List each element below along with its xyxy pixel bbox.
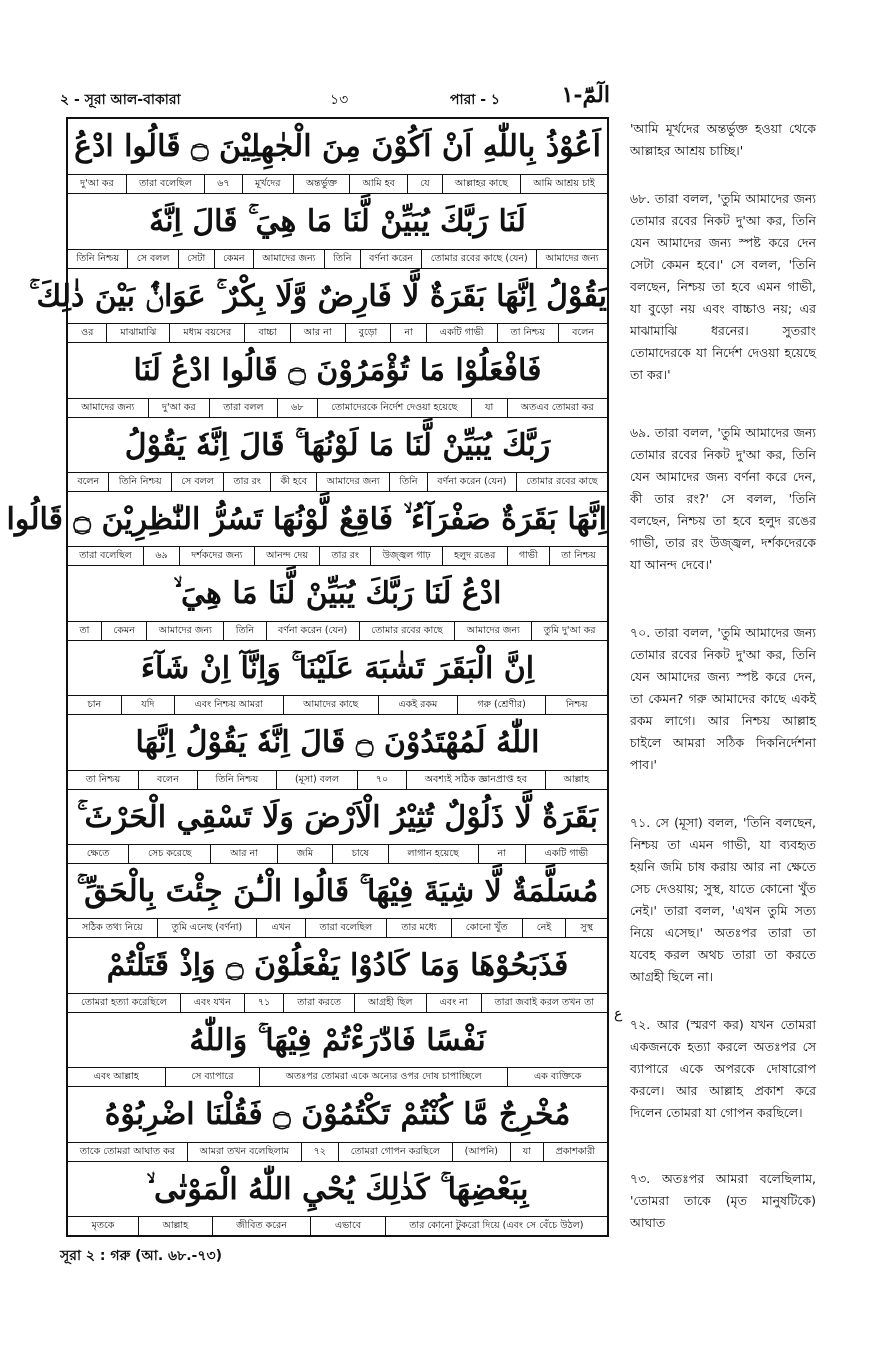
word-translation-cell: এভাবে (310, 1217, 384, 1235)
word-translation-cell: তার রং (319, 547, 370, 565)
arabic-text: نَفْسًا فَادّٰرَءْتُمْ فِيْهَا ۚ وَاللّٰهُ (189, 1022, 486, 1058)
word-translation-cell: বলেন (558, 324, 607, 342)
word-translation-cell: দর্শকদের জন্য (179, 547, 254, 565)
word-translation-row (68, 844, 607, 863)
ruku-mark: ع (614, 1006, 623, 1022)
verse-row (68, 565, 607, 639)
word-translation-row (68, 472, 607, 491)
word-translation-cell: ৭২ (301, 1143, 338, 1161)
word-translation-row (68, 770, 607, 789)
arabic-text: اَعُوْذُ بِاللّٰهِ اَنْ اَكُوْنَ مِنَ الْجٰهِلِيْنَ ۝ قَالُوا ادْعُ (74, 129, 601, 164)
word-translation-row (68, 323, 607, 342)
word-by-word-grid (6, 117, 609, 1237)
word-translation-cell: তারা জবাই করল তখন তা (481, 994, 607, 1012)
word-translation-cell: হলুদ রঙের (442, 547, 507, 565)
word-translation-cell: অন্তর্ভুক্ত (293, 175, 350, 193)
word-translation-cell: মূর্খদের (242, 175, 293, 193)
word-translation-cell: ৬৮ (277, 399, 317, 417)
word-translation-cell: ৭০ (357, 771, 406, 789)
word-translation-cell: আমাদের জন্য (81, 401, 135, 413)
word-translation-cell: আর না (210, 845, 276, 863)
word-translation-cell: আমাদের জন্য (146, 622, 223, 640)
word-translation-row (68, 1216, 607, 1235)
word-translation-cell: আগ্রহী ছিল (354, 994, 426, 1012)
word-translation-cell: ৬৭ (204, 175, 242, 193)
word-translation-cell: অবশ্যই সঠিক জ্ঞানপ্রাপ্ত হব (406, 771, 545, 789)
word-translation-cell: আমরা তখন বলেছিলাম (187, 1143, 301, 1161)
arabic-text: مُخْرِجٌ مَّا كُنْتُمْ تَكْتُمُوْنَ ۝ فَقُلْنَا اضْرِبُوْهُ (104, 1097, 571, 1133)
word-translation-cell: আমি হব (349, 175, 407, 193)
word-translation-row (68, 1067, 607, 1086)
word-translation-cell: ৬৯ (143, 547, 179, 565)
word-translation-cell: এক ব্যক্তিকে (507, 1068, 607, 1086)
word-translation-cell: তার মধ্যে (386, 919, 450, 937)
word-translation-cell: তোমরা গোপন করছিলে (338, 1143, 452, 1161)
arabic-text: اللّٰهُ لَمُهْتَدُوْنَ ۝ قَالَ اِنَّهٗ يَقُوْلُ اِنَّهَا (135, 725, 540, 761)
word-translation-cell: তা নিশ্চয় (497, 324, 559, 342)
word-translation-cell: মাঝামাঝি (106, 324, 169, 342)
word-translation-cell: তিনি (324, 250, 360, 268)
word-translation-cell: মৃতকে (91, 1219, 115, 1231)
sura-title: ২ - সূরা আল-বাকারা (60, 92, 181, 108)
arabic-text: مُسَلَّمَةٌ لَّا شِيَةَ فِيْهَا ۚ قَالُوا الْـٰٔنَ جِئْتَ بِالْحَقِّ ۚ (76, 874, 599, 909)
word-translation-cell: বলেন (77, 475, 100, 487)
word-translation-cell: একটি গাভী (525, 845, 607, 863)
word-translation-cell: তিনি নিশ্চয় (197, 771, 276, 789)
word-translation-cell: দু'আ কর (80, 178, 114, 190)
word-translation-cell: সে বলল (127, 250, 177, 268)
side-note-69: ৬৯. তারা বলল, 'তুমি আমাদের জন্য তোমার রবের নিকট দু'আ কর, তিনি যেন আমাদের জন্য বর্ণনা করে দেন, কী তার রং?' সে বলল, 'তিনি বলছেন, নিশ্চয় তা হবে হলুদ রঙের গাভী, তার রং উজ্জ্বল, দর্শকদেরকে যা আনন্দ দেবে।' (630, 425, 816, 572)
verse-row (68, 1086, 607, 1160)
page-header (60, 82, 610, 114)
verse-row (68, 119, 607, 193)
word-translation-cell: তোমরা হত্যা করেছিলে (81, 996, 167, 1008)
side-note-70: ৭০. তারা বলল, 'তুমি আমাদের জন্য তোমার রবের নিকট দু'আ কর, তিনি যেন আমাদের জন্য স্পষ্ট করে দেন, তা কেমন? গরু আমাদের কাছে একই রকম লাগে। আর নিশ্চয় আল্লাহ চাইলে আমরা সঠিক দিকনির্দেশনা পাব।' (630, 625, 816, 772)
word-translation-cell: আনন্দ দেয় (254, 547, 319, 565)
arabic-text: بَقَرَةٌ لَّا ذَلُوْلٌ تُثِيْرُ الْاَرْضَ وَلَا تَسْقِي الْحَرْثَ ۚ (76, 799, 599, 835)
arabic-text: يَقُوْلُ اِنَّهَا بَقَرَةٌ لَّا فَارِضٌ وَّلَا بِكْرٌ ۚ عَوَانٌۢ بَيْنَ ذٰلِكَ ۚ (29, 278, 607, 314)
word-translation-cell: বর্ণনা করেন (যেন) (266, 622, 359, 640)
word-translation-cell: তা (79, 624, 90, 636)
word-translation-cell: এবং যখন (180, 994, 244, 1012)
word-translation-cell: চান (87, 699, 102, 711)
word-translation-cell: ৭১ (244, 994, 283, 1012)
word-translation-cell: কী হবে (270, 473, 316, 491)
word-translation-cell: জমি (277, 845, 332, 863)
word-translation-cell: আমি আশ্রয় চাই (520, 175, 607, 193)
verse-row (68, 193, 607, 267)
word-translation-cell: যা (471, 399, 507, 417)
word-translation-cell: আমাদের কাছে (283, 696, 378, 714)
word-translation-row (68, 918, 607, 937)
word-translation-cell: কেমন (101, 622, 146, 640)
verse-row (6, 491, 607, 565)
word-translation-cell: জীবিত করেন (212, 1217, 311, 1235)
word-translation-cell: লাগান হয়েছে (388, 845, 478, 863)
word-translation-cell: এবং নিশ্চয় আমরা (174, 696, 283, 714)
word-translation-cell: কেমন (214, 250, 253, 268)
word-translation-cell: তিনি নিশ্চয় (76, 252, 120, 264)
verse-row (68, 937, 607, 1011)
verse-row (68, 342, 607, 416)
word-translation-row (68, 398, 607, 417)
arabic-text: فَافْعَلُوْا مَا تُؤْمَرُوْنَ ۝ قَالُوا ادْعُ لَنَا (133, 353, 542, 389)
word-translation-cell: প্রকাশকারী (543, 1143, 607, 1161)
word-translation-row (68, 249, 607, 268)
arabic-para-label: الٓمّٓ-١ (561, 82, 610, 108)
word-translation-row (68, 621, 607, 640)
arabic-text: اِنَّ الْبَقَرَ تَشٰبَهَ عَلَيْنَا ۚ وَاِنَّآ اِنْ شَآءَ (140, 650, 535, 686)
word-translation-cell: তা নিশ্চয় (85, 773, 121, 785)
word-translation-row (68, 695, 607, 714)
word-translation-cell: যদি (121, 696, 174, 714)
word-translation-cell: অতঃপর তোমরা একে অন্যের ওপর দোষ চাপাচ্ছিলে (259, 1068, 507, 1086)
word-translation-cell: এবং আল্লাহ (93, 1071, 139, 1083)
verse-row (68, 1012, 607, 1086)
word-translation-cell: না (478, 845, 525, 863)
word-translation-cell: তারা বলেছিল (305, 919, 387, 937)
verse-row (68, 1161, 607, 1235)
side-note-intro: 'আমি মূর্খদের অন্তর্ভুক্ত হওয়া থেকে আল্লাহর আশ্রয় চাচ্ছি।' (630, 121, 816, 158)
word-translation-cell: বুড়ো (345, 324, 391, 342)
word-translation-cell: না (390, 324, 426, 342)
word-translation-cell: বর্ণনা করেন (যেন) (427, 473, 516, 491)
word-translation-cell: আর না (290, 324, 345, 342)
word-translation-cell: (আপনি) (452, 1143, 510, 1161)
arabic-text: اِنَّهَا بَقَرَةٌ صَفْرَآءُ ۙ فَاقِعٌ لَّوْنُهَا تَسُرُّ النّٰظِرِيْنَ ۝ قَالُوا (6, 502, 607, 537)
word-translation-row (68, 993, 607, 1012)
verse-row (29, 268, 607, 342)
word-translation-cell: কোনো খুঁত (451, 919, 522, 937)
word-translation-cell: অতএব তোমরা কর (507, 399, 607, 417)
verse-row (68, 417, 607, 491)
word-translation-cell: তুমি দু'আ কর (531, 622, 607, 640)
word-translation-cell: তারা বলেছিল (126, 175, 204, 193)
arabic-text: لَنَا رَبَّكَ يُبَيِّنْ لَّنَا مَا هِيَ ۚ قَالَ اِنَّهٗ (149, 204, 526, 240)
word-translation-cell: এখন (256, 919, 304, 937)
word-translation-cell: তুমি এনেছ (বর্ণনা) (157, 919, 257, 937)
word-translation-cell: সে বলল (171, 473, 223, 491)
word-translation-cell: সেচ করেছে (128, 845, 210, 863)
word-translation-cell: তার রং (223, 473, 270, 491)
word-translation-cell: তোমাদেরকে নির্দেশ দেওয়া হয়েছে (317, 399, 471, 417)
word-translation-cell: ওর (81, 327, 94, 339)
word-translation-cell: তারা বলেছিল (79, 550, 132, 562)
word-translation-cell: তোমার রবের কাছে (359, 622, 455, 640)
word-translation-row (68, 174, 607, 193)
word-translation-cell: তা নিশ্চয় (549, 547, 607, 565)
verse-row (68, 863, 607, 937)
word-translation-cell: তাকে তোমরা আঘাত কর (79, 1145, 175, 1157)
word-translation-cell: আমাদের জন্য (454, 622, 531, 640)
word-translation-cell: নিশ্চয় (545, 696, 607, 714)
word-translation-cell: গাভী (507, 547, 549, 565)
word-translation-cell: নেই (522, 919, 566, 937)
verse-row (68, 640, 607, 714)
word-translation-cell: সঠিক তথ্য নিয়ে (82, 922, 143, 934)
side-note-68: ৬৮. তারা বলল, 'তুমি আমাদের জন্য তোমার রবের নিকট দু'আ কর, তিনি যেন আমাদের জন্য স্পষ্ট করে দেন সেটা কেমন হবে।' সে বলল, 'তিনি বলছেন, নিশ্চয় তা হবে এমন গাভী, যা বুড়ো নয় এবং বাচ্চাও নয়; এর মাঝামাঝি ধরনের। সুতরাং তোমাদেরকে যা নির্দেশ দেওয়া হয়েছে তা কর।' (630, 191, 816, 382)
word-translation-cell: বলেন (138, 771, 197, 789)
para-label: পারা - ১ (450, 92, 500, 108)
side-note-72: ৭২. আর (স্মরণ কর) যখন তোমরা একজনকে হত্যা করলে অতঃপর সে ব্যাপারে একে অপরকে দোষারোপ করলে। আর আল্লাহ প্রকাশ করে দিলেন তোমরা যা গোপন করছিলে। (630, 1017, 816, 1120)
word-translation-cell: আমাদের জন্য (316, 473, 389, 491)
word-translation-cell: বাচ্চা (244, 324, 290, 342)
word-translation-cell: আল্লাহ (545, 771, 607, 789)
word-translation-cell: (মূসা) বলল (276, 771, 357, 789)
word-translation-cell: আমাদের জন্য (253, 250, 324, 268)
arabic-text: بِبَعْضِهَا ۚ كَذٰلِكَ يُحْيِ اللّٰهُ الْمَوْتٰى ۙ (146, 1171, 529, 1207)
word-translation-cell: বর্ণনা করেন (360, 250, 422, 268)
arabic-text: فَذَبَحُوْهَا وَمَا كَادُوْا يَفْعَلُوْنَ ۝ وَاِذْ قَتَلْتُمْ (106, 948, 569, 984)
word-translation-cell: যা (510, 1143, 543, 1161)
word-translation-cell: তারা করতে (283, 994, 354, 1012)
word-translation-cell: তার কোনো টুকরো দিয়ে (এবং সে বেঁচে উঠল) (385, 1217, 607, 1235)
word-translation-cell: তারা বলল (209, 399, 277, 417)
word-translation-cell: এবং না (426, 994, 481, 1012)
word-translation-cell: সুস্থ (565, 919, 607, 937)
word-translation-cell: একটি গাভী (426, 324, 497, 342)
word-translation-cell: মধ্যম বয়সের (169, 324, 244, 342)
word-translation-cell: তিনি (223, 622, 265, 640)
word-translation-row (68, 1142, 607, 1161)
page-footer: সূরা ২ : গরু (আ. ৬৮.-৭৩) (60, 1248, 222, 1264)
word-translation-cell: উজ্জ্বল গাঢ় (370, 547, 442, 565)
verse-row (68, 789, 607, 863)
word-translation-cell: তোমার রবের কাছে (যেন) (421, 250, 536, 268)
word-translation-cell: আল্লাহ (138, 1217, 212, 1235)
word-translation-cell: চাষে (332, 845, 388, 863)
word-translation-cell: সে ব্যাপারে (165, 1068, 260, 1086)
page-number: ১৩ (330, 92, 349, 108)
arabic-text: ادْعُ لَنَا رَبَّكَ يُبَيِّنْ لَّنَا مَا هِيَ ۙ (173, 576, 502, 612)
word-translation-row (68, 546, 607, 565)
word-translation-cell: একই রকম (378, 696, 457, 714)
word-translation-cell: আল্লাহর কাছে (442, 175, 520, 193)
word-translation-cell: তোমার রবের কাছে (516, 473, 607, 491)
word-translation-cell: ক্ষেতে (86, 847, 110, 859)
word-translation-cell: যে (407, 175, 442, 193)
word-translation-cell: সেটা (178, 250, 214, 268)
verse-row (68, 714, 607, 788)
word-translation-cell: আমাদের জন্য (536, 250, 607, 268)
word-translation-cell: গরু (শ্রেণীর) (457, 696, 546, 714)
side-note-71: ৭১. সে (মূসা) বলল, 'তিনি বলছেন, নিশ্চয় তা এমন গাভী, যা ব্যবহৃত হয়নি জমি চাষ করায় আর না ক্ষেতে সেচ দেওয়ায়; সুস্থ, যাতে কোনো খুঁত নেই।' তারা বলল, 'এখন তুমি সত্য নিয়ে এসেছ।' অতঃপর তারা তা যবেহ করল অথচ তারা তা করতে আগ্রহী ছিলে না। (630, 815, 816, 984)
side-note-73: ৭৩. অতঃপর আমরা বলেছিলাম, 'তোমরা তাকে (মৃত মানুষটিকে) আঘাত (630, 1171, 816, 1230)
word-translation-cell: তিনি (389, 473, 427, 491)
word-translation-cell: তিনি নিশ্চয় (108, 473, 170, 491)
word-translation-cell: দু'আ কর (148, 399, 209, 417)
arabic-text: رَبَّكَ يُبَيِّنْ لَّنَا مَا لَوْنُهَا ۚ قَالَ اِنَّهٗ يَقُوْلُ (124, 427, 551, 463)
